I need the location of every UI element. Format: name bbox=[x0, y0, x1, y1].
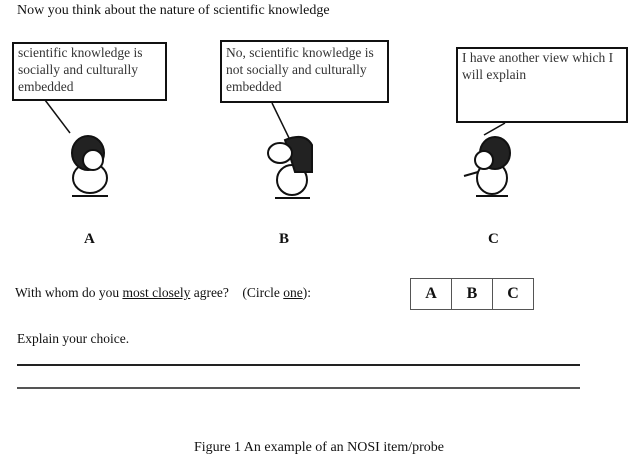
speech-pointer-b bbox=[272, 103, 290, 140]
prompt-title: Now you think about the nature of scientific knowledge bbox=[17, 3, 330, 18]
character-label-b: B bbox=[279, 231, 290, 247]
speech-bubble-c: I have another view which I will explain bbox=[456, 47, 628, 123]
speech-pointer-c bbox=[484, 123, 505, 135]
choice-a[interactable]: A bbox=[411, 279, 452, 309]
choice-c[interactable]: C bbox=[507, 285, 519, 302]
figure-caption: Figure 1 An example of an NOSI item/probe bbox=[193, 440, 444, 455]
character-label-a: A bbox=[84, 231, 95, 247]
question-emphasis: one bbox=[283, 285, 303, 300]
answer-line-1[interactable] bbox=[17, 364, 580, 366]
character-label-c: C bbox=[488, 231, 499, 247]
character-c-figure bbox=[464, 137, 510, 196]
answer-line-2[interactable] bbox=[17, 387, 580, 389]
choice-boxes bbox=[410, 278, 534, 310]
question-text bbox=[15, 285, 311, 301]
character-a-figure bbox=[72, 136, 108, 196]
speech-bubble-b: No, scientific knowledge is not socially and culturally embedded bbox=[220, 40, 389, 103]
speech-pointer-a bbox=[45, 100, 70, 133]
choice-b[interactable]: B bbox=[452, 279, 493, 309]
speech-bubble-a: scientific knowledge is socially and culturally embedded bbox=[12, 42, 167, 101]
question-part: ): bbox=[302, 285, 312, 300]
explain-prompt: Explain your choice. bbox=[17, 331, 130, 346]
question-part: agree? (Circle bbox=[190, 285, 284, 300]
question-part: With whom do you bbox=[15, 285, 123, 300]
question-emphasis: most closely bbox=[122, 285, 191, 300]
character-b-figure bbox=[268, 137, 312, 198]
